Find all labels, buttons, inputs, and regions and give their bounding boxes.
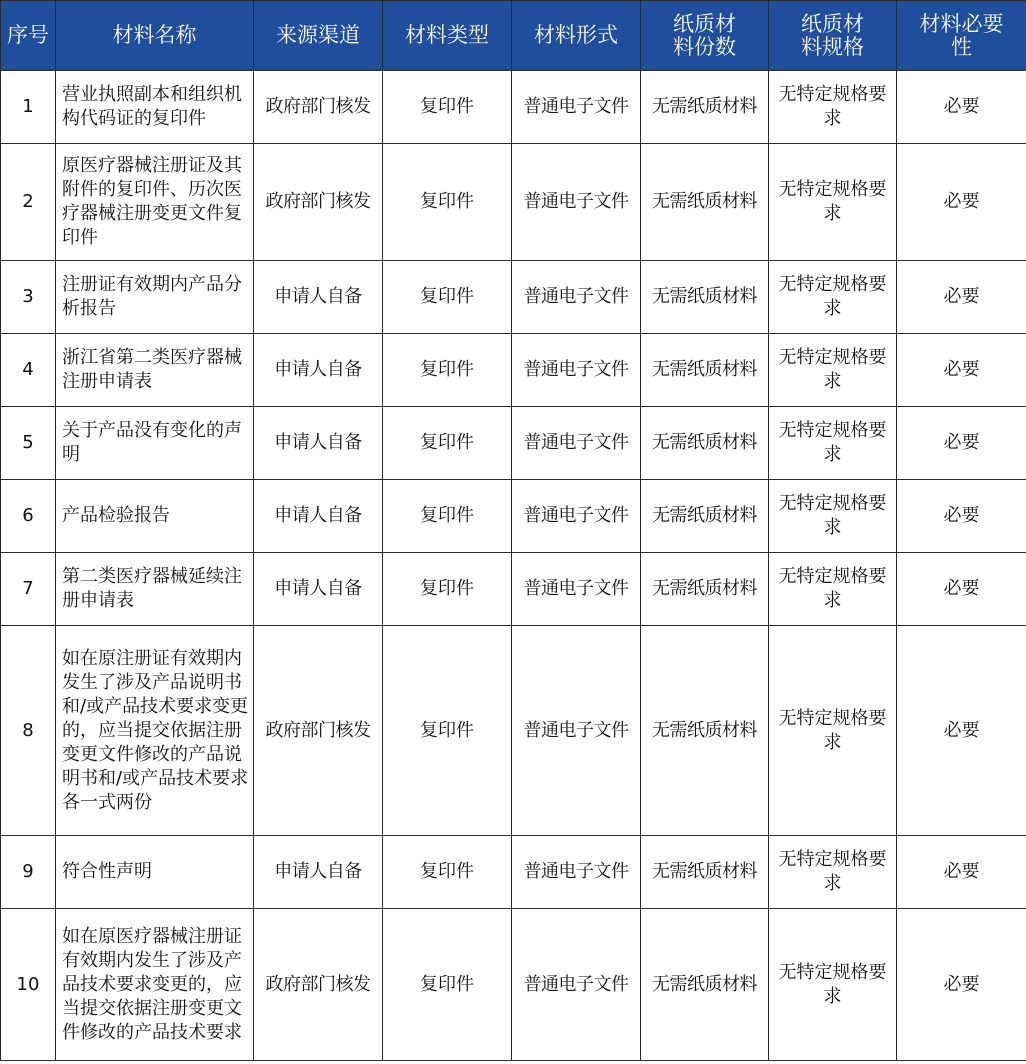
table-row	[1, 480, 1026, 553]
row-form: 普通电子文件	[512, 334, 641, 407]
row-material-name: 产品检验报告	[56, 480, 254, 553]
row-index: 3	[1, 261, 56, 334]
row-required: 必要	[897, 626, 1026, 836]
row-source: 申请人自备	[254, 553, 383, 626]
row-type: 复印件	[383, 71, 512, 144]
table-row	[1, 836, 1026, 909]
row-required: 必要	[897, 144, 1026, 261]
row-index: 7	[1, 553, 56, 626]
row-material-name: 如在原医疗器械注册证有效期内发生了涉及产品技术要求变更的，应当提交依据注册变更文件修改的产品技术要求	[56, 909, 254, 1061]
row-material-name: 原医疗器械注册证及其附件的复印件、历次医疗器械注册变更文件复印件	[56, 144, 254, 261]
row-type: 复印件	[383, 553, 512, 626]
row-type: 复印件	[383, 836, 512, 909]
row-form: 普通电子文件	[512, 407, 641, 480]
row-required: 必要	[897, 553, 1026, 626]
row-source: 政府部门核发	[254, 71, 383, 144]
row-copies: 无需纸质材料	[641, 480, 769, 553]
header-spec: 纸质材料规格	[769, 1, 897, 71]
header-source: 来源渠道	[254, 1, 383, 71]
row-source: 申请人自备	[254, 407, 383, 480]
row-spec: 无特定规格要求	[769, 626, 897, 836]
row-copies: 无需纸质材料	[641, 407, 769, 480]
row-material-name: 如在原注册证有效期内发生了涉及产品说明书和/或产品技术要求变更的，应当提交依据注册变更文件修改的产品说明书和/或产品技术要求各一式两份	[56, 626, 254, 836]
row-spec: 无特定规格要求	[769, 836, 897, 909]
row-index: 2	[1, 144, 56, 261]
row-required: 必要	[897, 334, 1026, 407]
row-type: 复印件	[383, 626, 512, 836]
row-type: 复印件	[383, 334, 512, 407]
row-form: 普通电子文件	[512, 626, 641, 836]
row-type: 复印件	[383, 261, 512, 334]
row-type: 复印件	[383, 407, 512, 480]
row-required: 必要	[897, 407, 1026, 480]
row-index: 4	[1, 334, 56, 407]
row-copies: 无需纸质材料	[641, 144, 769, 261]
header-name: 材料名称	[56, 1, 254, 71]
header-form: 材料形式	[512, 1, 641, 71]
row-material-name: 第二类医疗器械延续注册申请表	[56, 553, 254, 626]
row-required: 必要	[897, 836, 1026, 909]
header-required: 材料必要性	[897, 1, 1026, 71]
row-source: 政府部门核发	[254, 626, 383, 836]
header-type: 材料类型	[383, 1, 512, 71]
row-type: 复印件	[383, 144, 512, 261]
row-material-name: 符合性声明	[56, 836, 254, 909]
row-source: 申请人自备	[254, 480, 383, 553]
table-row	[1, 407, 1026, 480]
row-copies: 无需纸质材料	[641, 909, 769, 1061]
header-row	[1, 1, 1026, 71]
row-material-name: 注册证有效期内产品分析报告	[56, 261, 254, 334]
row-required: 必要	[897, 261, 1026, 334]
header-copies: 纸质材料份数	[641, 1, 769, 71]
row-spec: 无特定规格要求	[769, 553, 897, 626]
row-index: 8	[1, 626, 56, 836]
row-index: 6	[1, 480, 56, 553]
row-material-name: 营业执照副本和组织机构代码证的复印件	[56, 71, 254, 144]
row-source: 政府部门核发	[254, 909, 383, 1061]
table-row	[1, 626, 1026, 836]
table-body	[1, 71, 1026, 1061]
row-material-name: 关于产品没有变化的声明	[56, 407, 254, 480]
row-source: 申请人自备	[254, 334, 383, 407]
table-row	[1, 71, 1026, 144]
row-form: 普通电子文件	[512, 553, 641, 626]
row-index: 1	[1, 71, 56, 144]
row-required: 必要	[897, 71, 1026, 144]
row-form: 普通电子文件	[512, 836, 641, 909]
row-copies: 无需纸质材料	[641, 626, 769, 836]
row-copies: 无需纸质材料	[641, 553, 769, 626]
row-index: 10	[1, 909, 56, 1061]
row-spec: 无特定规格要求	[769, 480, 897, 553]
row-copies: 无需纸质材料	[641, 836, 769, 909]
table-row	[1, 909, 1026, 1061]
row-source: 申请人自备	[254, 261, 383, 334]
row-form: 普通电子文件	[512, 909, 641, 1061]
row-type: 复印件	[383, 909, 512, 1061]
row-spec: 无特定规格要求	[769, 144, 897, 261]
row-copies: 无需纸质材料	[641, 261, 769, 334]
table-row	[1, 553, 1026, 626]
row-spec: 无特定规格要求	[769, 407, 897, 480]
row-form: 普通电子文件	[512, 261, 641, 334]
table-row	[1, 334, 1026, 407]
row-source: 政府部门核发	[254, 144, 383, 261]
row-copies: 无需纸质材料	[641, 334, 769, 407]
row-required: 必要	[897, 909, 1026, 1061]
row-spec: 无特定规格要求	[769, 909, 897, 1061]
row-spec: 无特定规格要求	[769, 71, 897, 144]
table-row	[1, 261, 1026, 334]
row-spec: 无特定规格要求	[769, 261, 897, 334]
row-spec: 无特定规格要求	[769, 334, 897, 407]
row-material-name: 浙江省第二类医疗器械注册申请表	[56, 334, 254, 407]
row-form: 普通电子文件	[512, 144, 641, 261]
header-index: 序号	[1, 1, 56, 71]
row-index: 5	[1, 407, 56, 480]
row-form: 普通电子文件	[512, 480, 641, 553]
row-index: 9	[1, 836, 56, 909]
row-source: 申请人自备	[254, 836, 383, 909]
row-form: 普通电子文件	[512, 71, 641, 144]
table-header	[1, 1, 1026, 71]
row-type: 复印件	[383, 480, 512, 553]
row-copies: 无需纸质材料	[641, 71, 769, 144]
table-row	[1, 144, 1026, 261]
row-required: 必要	[897, 480, 1026, 553]
